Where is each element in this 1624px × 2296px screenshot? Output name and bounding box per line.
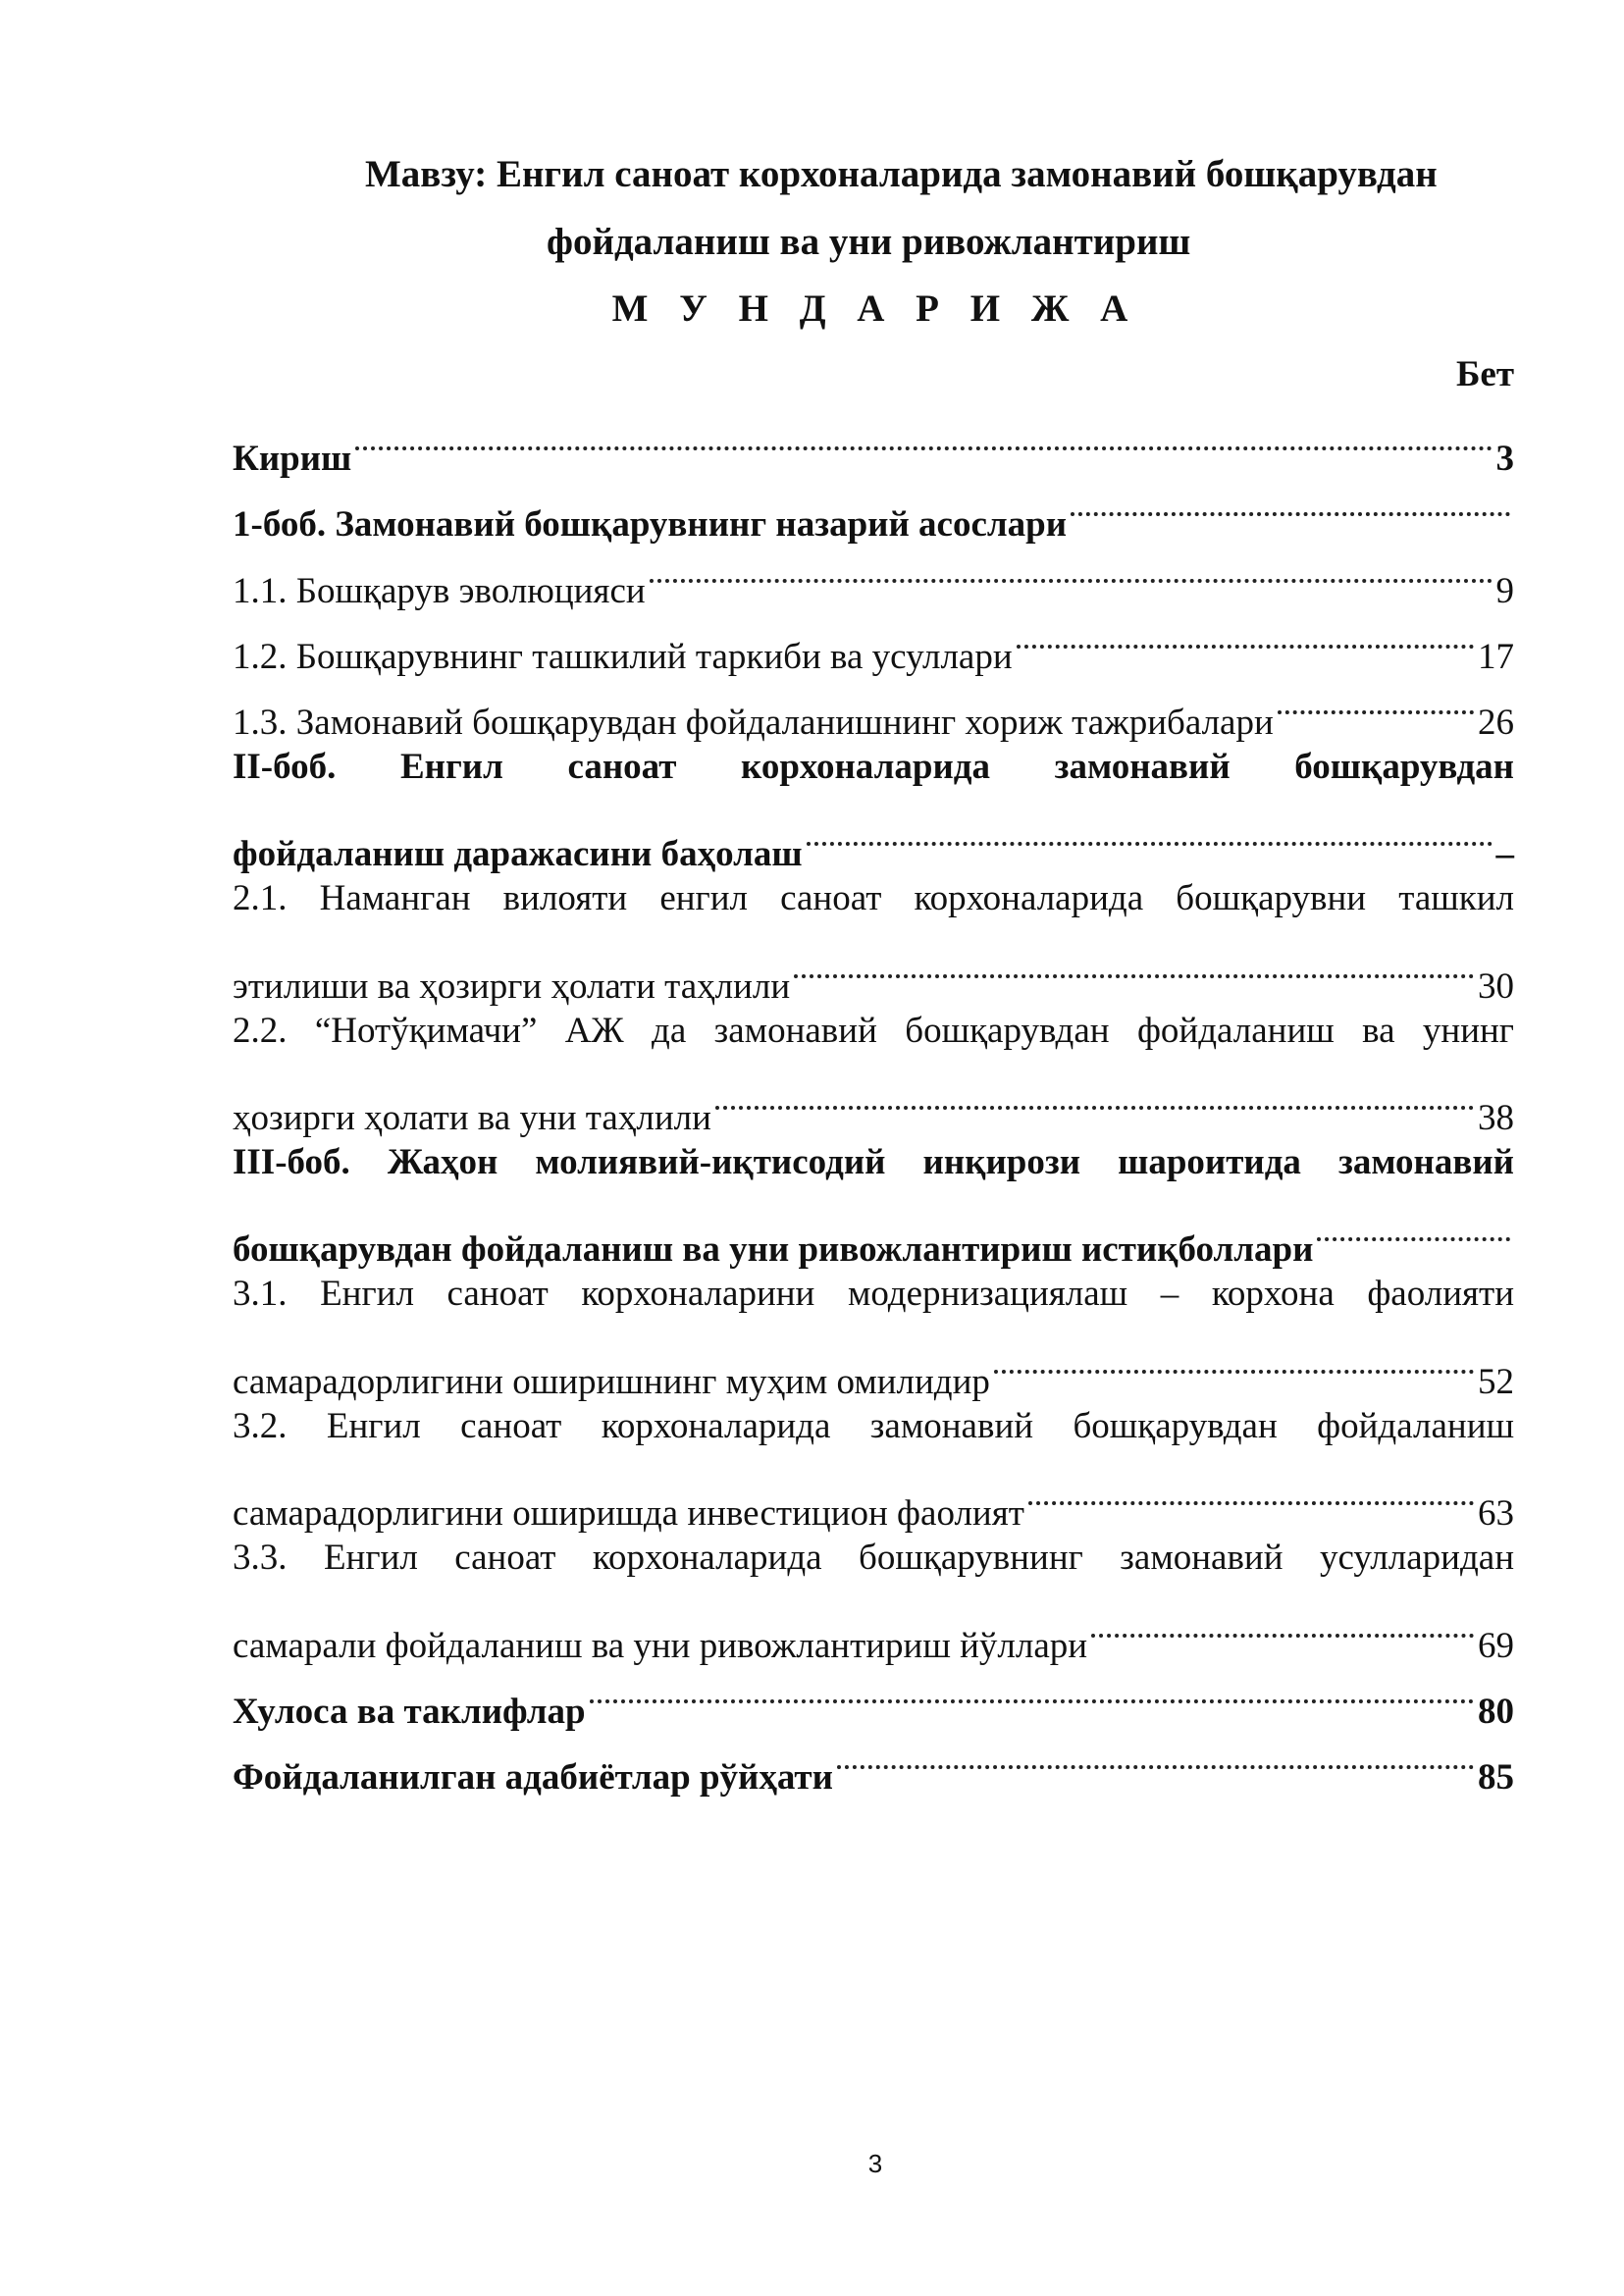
toc-entry-page: 26 (1478, 702, 1514, 743)
toc-entry-text: 3.2. Енгил саноат корхоналарида замонавий бошқарувдан фойдаланиш (233, 1405, 1514, 1446)
toc-entry-page: 85 (1478, 1756, 1514, 1798)
toc-entry-text: 2.2. “Нотўқимачи” АЖ да замонавий бошқарувдан фойдаланиш ва унинг (233, 1010, 1514, 1051)
title-line-1: Мавзу: Енгил саноат корхоналарида замонавий бошқарувдан (365, 153, 1438, 195)
toc-entry-text: 1.1. Бошқарув эволюцияси (233, 570, 646, 611)
toc-entry-text: III-боб. Жаҳон молиявий-иқтисодий инқирози шароитида замонавий (233, 1142, 1514, 1183)
toc-entry-text: 1-боб. Замонавий бошқарувнинг назарий асослари (233, 504, 1068, 546)
toc-entry-text: Фойдаланилган адабиётлар рўйҳати (233, 1756, 833, 1798)
toc-dot-leader (1317, 1195, 1510, 1261)
toc-entry-text: II-боб. Енгил саноат корхоналарида замонавий бошқарувдан (233, 746, 1514, 787)
toc-dot-leader (650, 536, 1493, 601)
toc-entry-text: Кириш (233, 439, 352, 480)
toc-entry (233, 1459, 1514, 1535)
toc-entry-page: 63 (1478, 1493, 1514, 1535)
toc-dot-leader (807, 800, 1493, 865)
toc-entry-text: 1.2. Бошқарувнинг ташкилий таркиби ва усуллари (233, 636, 1013, 677)
toc-entry-text: 3.1. Енгил саноат корхоналарини модернизациялаш – корхона фаолияти (233, 1274, 1514, 1315)
toc-entry (233, 734, 1514, 800)
toc-entry (233, 1525, 1514, 1591)
toc-dot-leader (994, 1328, 1474, 1393)
page-column-label: Бет (1455, 354, 1514, 394)
toc-entry (233, 1195, 1514, 1271)
toc-dot-leader (1071, 470, 1510, 536)
table-of-contents (233, 404, 1514, 1798)
title-line-2: фойдаланиш ва уни ривожлантириш (547, 221, 1191, 263)
toc-entry-page: 30 (1478, 965, 1514, 1007)
toc-entry (233, 470, 1514, 546)
footer-page-number: 3 (867, 2149, 883, 2178)
toc-dot-leader (794, 932, 1474, 998)
toc-dot-leader (1028, 1459, 1474, 1525)
toc-dot-leader (1278, 668, 1474, 734)
toc-entry-text: 2.1. Наманган вилояти енгил саноат корхоналарида бошқарувни ташкил (233, 878, 1514, 919)
toc-entry (233, 865, 1514, 931)
toc-entry (233, 1261, 1514, 1327)
toc-dot-leader (1091, 1591, 1474, 1656)
contents-heading: М У Н Д А Р И Ж А (611, 287, 1139, 330)
toc-entry (233, 800, 1514, 875)
toc-dot-leader (715, 1064, 1474, 1129)
toc-entry-page: 17 (1478, 636, 1514, 677)
toc-entry-text: Хулоса ва таклифлар (233, 1691, 586, 1732)
toc-dot-leader (590, 1657, 1474, 1723)
toc-entry (233, 1328, 1514, 1402)
toc-entry-text: фойдаланиш даражасини баҳолаш (233, 834, 803, 875)
toc-dot-leader (1017, 602, 1474, 668)
toc-entry (233, 1393, 1514, 1459)
toc-entry-page: 52 (1478, 1361, 1514, 1402)
toc-entry-text: самарадорлигини оширишда инвестицион фаолият (233, 1493, 1024, 1535)
toc-entry-page: 80 (1478, 1691, 1514, 1732)
toc-entry-page: 69 (1478, 1625, 1514, 1666)
toc-entry-text: 1.3. Замонавий бошқарувдан фойдаланишнинг хориж тажрибалари (233, 702, 1274, 743)
toc-entry-page: 9 (1495, 570, 1514, 611)
toc-entry (233, 932, 1514, 1007)
toc-entry (233, 404, 1514, 480)
toc-dot-leader (355, 404, 1492, 470)
toc-entry-text: этилиши ва ҳозирги ҳолати таҳлили (233, 965, 791, 1007)
toc-entry-page: – (1495, 834, 1514, 875)
toc-entry-page: 38 (1478, 1098, 1514, 1139)
toc-entry (233, 998, 1514, 1064)
toc-entry-text: бошқарувдан фойдаланиш ва уни ривожлантириш истиқболлари (233, 1229, 1314, 1271)
toc-entry-text: самарадорлигини оширишнинг муҳим омилидир (233, 1361, 990, 1402)
toc-entry (233, 1591, 1514, 1666)
toc-entry-text: 3.3. Енгил саноат корхоналарида бошқарувнинг замонавий усулларидан (233, 1538, 1514, 1579)
toc-entry-page: 3 (1495, 439, 1514, 480)
toc-entry (233, 1064, 1514, 1139)
toc-entry (233, 1129, 1514, 1195)
toc-entry-text: самарали фойдаланиш ва уни ривожлантириш йўллари (233, 1625, 1088, 1666)
toc-entry-text: ҳозирги ҳолати ва уни таҳлили (233, 1098, 711, 1139)
toc-dot-leader (837, 1723, 1474, 1789)
